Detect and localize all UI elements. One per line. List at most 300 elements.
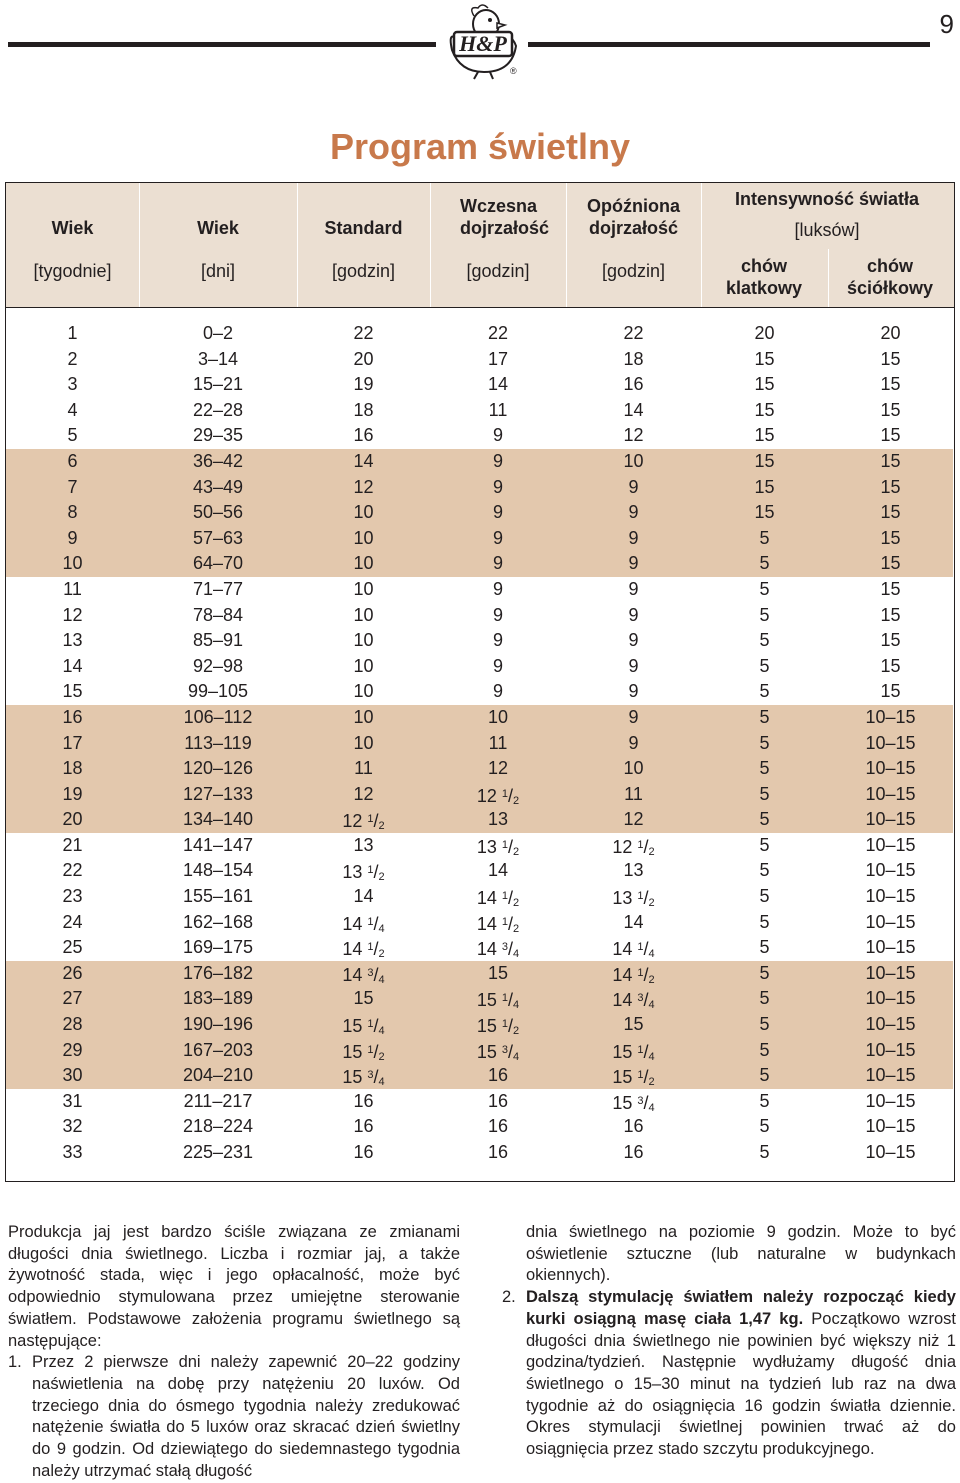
cell-late: 9 (628, 578, 639, 599)
cell-early: 9 (492, 681, 503, 702)
cell-intensity-cage: 15 (754, 374, 775, 395)
table-row (6, 833, 953, 859)
list-item-2-rest: Początkowo wzrost długości dnia świetlnego nie powinien być większy niż 1 godzina/tydzień. Następnie wydłużamy długość dnia świetlnego o 15–30 minut na tydzień lub raz na dwa tygodnie aż do osiągnięcia 16 godzin światła dziennie. Okres stymulacji świetlnej powinien trwać aż do osiągnięcia przez stado szczytu produkcyjnego. (526, 1309, 957, 1459)
cell-early: 10 (487, 706, 509, 727)
cell-week: 21 (62, 834, 83, 855)
cell-late: 12 $^1$/2 (612, 836, 655, 858)
cell-intensity-litter: 10–15 (865, 860, 916, 881)
cell-intensity-cage: 15 (754, 502, 775, 523)
cell-late: 9 (628, 732, 639, 753)
cell-week: 27 (62, 988, 83, 1009)
cell-week: 7 (67, 476, 78, 497)
cell-standard: 11 (354, 758, 373, 779)
cell-week: 25 (62, 937, 83, 958)
cell-intensity-cage: 15 (754, 425, 775, 446)
table-row (6, 935, 953, 961)
cell-standard: 15 (353, 988, 374, 1009)
cell-intensity-litter: 15 (880, 450, 901, 471)
cell-late: 13 (623, 860, 644, 881)
table-row (6, 321, 953, 347)
cell-intensity-cage: 15 (754, 450, 775, 471)
table-row (6, 961, 953, 987)
cell-week: 5 (67, 425, 78, 446)
cell-intensity-cage: 5 (759, 758, 770, 779)
cell-early: 9 (492, 604, 503, 625)
cell-standard: 10 (353, 655, 374, 676)
header-standard-unit: [godzin] (331, 261, 396, 281)
cell-intensity-cage: 5 (759, 860, 770, 881)
cell-early: 9 (492, 553, 503, 574)
cell-late: 12 (623, 425, 644, 446)
cell-intensity-litter: 15 (880, 527, 901, 548)
cell-intensity-litter: 10–15 (865, 1039, 916, 1060)
cell-week: 17 (62, 732, 83, 753)
page-number: 9 (939, 9, 954, 39)
cell-intensity-cage: 5 (759, 809, 770, 830)
cell-intensity-cage: 5 (759, 783, 770, 804)
cell-standard: 10 (353, 527, 374, 548)
cell-intensity-litter: 15 (880, 374, 901, 395)
cell-late: 15 $^1$/2 (612, 1067, 655, 1089)
header-litter: chów ściółkowy (846, 256, 934, 298)
cell-intensity-litter: 10–15 (865, 834, 916, 855)
header-rule-left (8, 42, 436, 47)
cell-late: 16 (623, 1116, 644, 1137)
table-row (6, 1063, 953, 1089)
cell-standard: 16 (353, 1142, 374, 1162)
cell-standard: 10 (353, 553, 374, 574)
cell-intensity-litter: 15 (880, 502, 901, 523)
cell-early: 13 $^1$/2 (476, 836, 520, 858)
cell-intensity-cage: 5 (759, 1065, 770, 1086)
registered-mark: ® (510, 66, 517, 76)
cell-days: 99–105 (187, 681, 249, 702)
table-row (6, 807, 953, 833)
list-item-1-number: 1. (8, 1353, 22, 1372)
cell-intensity-cage: 15 (754, 476, 775, 497)
cell-week: 30 (62, 1065, 83, 1086)
cell-early: 15 $^3$/4 (476, 1041, 520, 1063)
cell-days: 85–91 (192, 630, 244, 651)
table-row (6, 679, 953, 705)
cell-week: 22 (62, 860, 83, 881)
cell-days: 204–210 (182, 1065, 254, 1086)
cell-early: 9 (492, 502, 503, 523)
header-late-label: Opóźniona dojrzałość (587, 196, 680, 238)
cell-early: 11 (488, 732, 508, 753)
header-late (566, 183, 701, 307)
cell-week: 11 (63, 578, 82, 599)
list-item-2 (502, 1287, 956, 1461)
cell-days: 3–14 (197, 348, 239, 369)
cell-late: 9 (628, 681, 639, 702)
cell-late: 11 (624, 783, 643, 804)
cell-week: 8 (67, 502, 78, 523)
cell-week: 13 (62, 630, 83, 651)
cell-days: 148–154 (182, 860, 254, 881)
cell-early: 16 (487, 1142, 509, 1162)
cell-intensity-cage: 15 (754, 348, 775, 369)
cell-standard: 10 (353, 630, 374, 651)
table-row (6, 475, 953, 501)
cell-standard: 18 (353, 399, 374, 420)
cell-week: 9 (67, 527, 78, 548)
cell-standard: 15 $^1$/2 (342, 1041, 385, 1063)
list-item-2-text (526, 1287, 956, 1461)
cell-days: 120–126 (182, 758, 254, 779)
cell-early: 22 (487, 323, 509, 343)
table-row (6, 372, 953, 398)
cell-days: 50–56 (192, 502, 244, 523)
cell-intensity-cage: 5 (759, 655, 770, 676)
cell-intensity-litter: 15 (880, 348, 901, 369)
cell-intensity-litter: 10–15 (865, 937, 916, 958)
cell-early: 14 $^1$/2 (476, 888, 520, 910)
cell-late: 9 (628, 553, 639, 574)
table-row (6, 910, 953, 936)
cell-intensity-cage: 5 (759, 1039, 770, 1060)
cell-week: 16 (62, 706, 83, 727)
cell-early: 15 $^1$/2 (476, 1016, 520, 1038)
header-cage: chów klatkowy (725, 256, 803, 298)
cell-early: 15 (487, 962, 509, 983)
cell-intensity-cage: 5 (759, 527, 770, 548)
cell-days: 141–147 (182, 834, 254, 855)
cell-days: 190–196 (182, 1014, 254, 1035)
cell-standard: 14 (353, 450, 374, 471)
list-item-1 (8, 1352, 460, 1482)
cell-late: 14 (623, 911, 644, 932)
cell-late: 9 (628, 502, 639, 523)
cell-early: 14 (487, 374, 509, 395)
cell-late: 18 (623, 348, 644, 369)
cell-days: 71–77 (192, 578, 244, 599)
cell-intensity-cage: 5 (759, 834, 770, 855)
table-row (6, 782, 953, 808)
cell-late: 9 (628, 604, 639, 625)
header-standard-label: Standard (324, 218, 403, 238)
cell-days: 43–49 (192, 476, 244, 497)
cell-days: 22–28 (192, 399, 244, 420)
cell-intensity-cage: 5 (759, 578, 770, 599)
cell-late: 9 (628, 527, 639, 548)
cell-standard: 12 $^1$/2 (342, 811, 385, 833)
table-header (6, 183, 954, 308)
table-row (6, 347, 953, 373)
cell-intensity-cage: 5 (759, 1090, 770, 1111)
cell-intensity-litter: 10–15 (865, 1116, 916, 1137)
header-days-label: Wiek (197, 218, 239, 238)
cell-early: 9 (492, 630, 503, 651)
table-row (6, 628, 953, 654)
header-rule-right (528, 42, 930, 47)
cell-intensity-litter: 15 (880, 578, 901, 599)
cell-early: 13 (487, 809, 509, 830)
cell-early: 9 (492, 450, 503, 471)
header-early (430, 183, 566, 307)
cell-standard: 22 (353, 323, 374, 343)
header-early-label: Wczesna dojrzałość (460, 196, 550, 238)
table-row (6, 1140, 953, 1166)
cell-standard: 10 (353, 732, 374, 753)
cell-standard: 20 (353, 348, 374, 369)
table-row (6, 551, 953, 577)
cell-days: 162–168 (182, 911, 254, 932)
cell-standard: 13 $^1$/2 (342, 862, 385, 884)
cell-days: 218–224 (182, 1116, 254, 1137)
header-week-label: Wiek (51, 218, 94, 238)
logo-text: H&P (459, 31, 507, 56)
cell-intensity-litter: 15 (880, 399, 901, 420)
cell-standard: 15 $^3$/4 (342, 1067, 385, 1089)
header-standard (297, 183, 430, 307)
table-row (6, 654, 953, 680)
cell-standard: 14 $^1$/4 (342, 913, 385, 935)
cell-intensity-cage: 5 (759, 988, 770, 1009)
cell-intensity-litter: 15 (880, 604, 901, 625)
chick-logo (438, 2, 528, 80)
cell-late: 16 (623, 1142, 644, 1162)
cell-days: 92–98 (192, 655, 244, 676)
cell-days: 127–133 (182, 783, 254, 804)
table-row (6, 526, 953, 552)
header-days-unit: [dni] (200, 261, 236, 281)
header-week-unit: [tygodnie] (33, 261, 112, 281)
cell-early: 16 (487, 1065, 509, 1086)
cell-week: 19 (62, 783, 83, 804)
table-row (6, 1012, 953, 1038)
cell-standard: 10 (353, 604, 374, 625)
cell-late: 10 (623, 450, 644, 471)
cell-intensity-cage: 5 (759, 604, 770, 625)
cell-standard: 15 $^1$/4 (342, 1016, 385, 1038)
cell-week: 3 (67, 374, 78, 395)
cell-late: 14 $^3$/4 (612, 990, 655, 1012)
header-early-unit: [godzin] (466, 261, 530, 281)
table-row (6, 449, 953, 475)
cell-late: 14 $^1$/2 (612, 964, 655, 986)
cell-early: 14 $^1$/2 (476, 913, 520, 935)
table-row (6, 398, 953, 424)
cell-days: 36–42 (192, 450, 244, 471)
cell-week: 32 (62, 1116, 83, 1137)
cell-early: 12 (487, 758, 509, 779)
cell-early: 9 (492, 655, 503, 676)
cell-days: 106–112 (183, 706, 253, 727)
cell-week: 12 (62, 604, 83, 625)
table-row (6, 577, 953, 603)
cell-intensity-cage: 5 (759, 886, 770, 907)
list-item-1-continued (502, 1222, 956, 1287)
cell-late: 10 (623, 758, 644, 779)
cell-intensity-litter: 10–15 (865, 911, 916, 932)
cell-late: 14 $^1$/4 (612, 939, 655, 961)
cell-late: 16 (623, 374, 644, 395)
cell-week: 31 (62, 1090, 83, 1111)
cell-late: 9 (628, 655, 639, 676)
table-row (6, 1089, 953, 1115)
cell-standard: 16 (353, 1116, 374, 1137)
list-item-1-text: Przez 2 pierwsze dni należy zapewnić 20–22 godziny naświetlenia na dobę przy natężeniu 20 luxów. Od trzeciego dnia do ósmego tygodnia należy zredukować natężenie światła do 5 luxów oraz skracać dzień świetlny do 9 godzin. Od dziewiątego do siedemnastego tygodnia należy utrzymać stałą długość (32, 1353, 460, 1480)
cell-standard: 12 (353, 476, 374, 497)
cell-intensity-cage: 5 (759, 553, 770, 574)
table-row (6, 603, 953, 629)
table-row (6, 986, 953, 1012)
cell-intensity-cage: 20 (754, 323, 775, 343)
cell-early: 14 (487, 860, 509, 881)
table-row (6, 1114, 953, 1140)
cell-standard: 19 (353, 374, 374, 395)
cell-intensity-cage: 5 (759, 1014, 770, 1035)
table-row (6, 500, 953, 526)
cell-week: 23 (62, 886, 83, 907)
table-row (6, 731, 953, 757)
cell-days: 211–217 (183, 1090, 253, 1111)
cell-late: 9 (628, 706, 639, 727)
cell-days: 176–182 (182, 962, 254, 983)
header-intensity-label: Intensywność światła (734, 189, 920, 209)
cell-week: 20 (62, 809, 83, 830)
cell-late: 22 (623, 323, 644, 343)
cell-week: 28 (62, 1014, 83, 1035)
cell-late: 15 (623, 1014, 644, 1035)
cell-intensity-litter: 10–15 (865, 783, 916, 804)
cell-week: 6 (67, 450, 78, 471)
cell-days: 0–2 (202, 323, 234, 343)
cell-intensity-litter: 15 (880, 681, 901, 702)
cell-intensity-cage: 5 (759, 1116, 770, 1137)
cell-week: 29 (62, 1039, 83, 1060)
cell-early: 9 (492, 425, 503, 446)
cell-days: 169–175 (182, 937, 254, 958)
cell-early: 15 $^1$/4 (476, 990, 520, 1012)
cell-intensity-litter: 10–15 (865, 962, 916, 983)
cell-intensity-litter: 10–15 (865, 732, 916, 753)
cell-standard: 14 (353, 886, 374, 907)
cell-days: 15–21 (192, 374, 244, 395)
header-days (139, 183, 297, 307)
cell-days: 183–189 (182, 988, 254, 1009)
cell-early: 17 (487, 348, 509, 369)
cell-intensity-litter: 10–15 (865, 706, 916, 727)
header-week (6, 183, 139, 307)
text-column-left (8, 1222, 460, 1482)
cell-standard: 12 (353, 783, 374, 804)
cell-standard: 14 $^1$/2 (342, 939, 385, 961)
header-intensity (701, 183, 953, 307)
cell-intensity-cage: 5 (759, 937, 770, 958)
cell-intensity-litter: 10–15 (865, 758, 916, 779)
cell-week: 18 (62, 758, 83, 779)
table-row (6, 705, 953, 731)
cell-late: 13 $^1$/2 (612, 888, 655, 910)
table-row (6, 884, 953, 910)
cell-intensity-cage: 15 (754, 399, 775, 420)
cell-intensity-cage: 5 (759, 732, 770, 753)
page-title: Program świetlny (329, 126, 631, 167)
cell-intensity-litter: 15 (880, 476, 901, 497)
cell-late: 9 (628, 476, 639, 497)
cell-week: 24 (62, 911, 83, 932)
cell-days: 29–35 (192, 425, 244, 446)
cell-late: 14 (623, 399, 644, 420)
cell-week: 26 (62, 962, 83, 983)
text-column-right (502, 1222, 956, 1461)
cell-early: 14 $^3$/4 (476, 939, 520, 961)
cell-week: 10 (62, 553, 83, 574)
cell-early: 16 (487, 1090, 509, 1111)
cell-days: 155–161 (182, 886, 254, 907)
cell-intensity-litter: 15 (880, 655, 901, 676)
table-row (6, 423, 953, 449)
cell-standard: 10 (353, 502, 374, 523)
cell-intensity-litter: 10–15 (865, 988, 916, 1009)
cell-week: 2 (67, 348, 78, 369)
cell-standard: 10 (353, 706, 374, 727)
cell-intensity-litter: 15 (880, 630, 901, 651)
cell-days: 113–119 (184, 732, 252, 753)
cell-standard: 16 (353, 1090, 374, 1111)
intro-paragraph: Produkcja jaj jest bardzo ściśle związana ze zmianami długości dnia świetlnego. Liczba i rozmiar jaj, a także żywotność stada, więc i jego opłacalność, może być odpowiednio stymulowana przez umiejętne sterowanie światłem. Podstawowe założenia programu świetlnego są następujące: (8, 1223, 460, 1350)
cell-late: 15 $^1$/4 (612, 1041, 655, 1063)
cell-standard: 16 (353, 425, 374, 446)
cell-week: 15 (62, 681, 83, 702)
list-item-1-continued-text: dnia świetlnego na poziomie 9 godzin. Może to być oświetlenie sztuczne (lub naturalne w budynkach okiennych). (526, 1223, 956, 1285)
cell-week: 1 (67, 323, 78, 343)
cell-intensity-cage: 5 (759, 706, 770, 727)
cell-intensity-cage: 5 (759, 1142, 770, 1162)
list-item-2-number: 2. (502, 1288, 516, 1307)
cell-standard: 10 (353, 578, 374, 599)
cell-early: 9 (492, 527, 503, 548)
cell-intensity-cage: 5 (759, 962, 770, 983)
cell-days: 225–231 (182, 1142, 254, 1162)
cell-early: 11 (488, 399, 508, 420)
cell-standard: 10 (353, 681, 374, 702)
cell-late: 9 (628, 630, 639, 651)
cell-late: 15 $^3$/4 (612, 1092, 655, 1114)
cell-week: 33 (62, 1142, 83, 1162)
header-intensity-unit: [luksów] (794, 220, 860, 240)
cell-intensity-litter: 10–15 (865, 1142, 916, 1162)
cell-days: 57–63 (192, 527, 244, 548)
cell-intensity-litter: 10–15 (865, 1014, 916, 1035)
cell-days: 64–70 (192, 553, 244, 574)
list-item-2-bold: Dalszą stymulację światłem należy rozpocząć kiedy kurki osiągną masę ciała 1,47 kg. (526, 1288, 956, 1328)
cell-days: 78–84 (192, 604, 244, 625)
cell-intensity-cage: 5 (759, 681, 770, 702)
cell-late: 12 (623, 809, 644, 830)
cell-early: 16 (487, 1116, 509, 1137)
cell-standard: 13 (353, 834, 374, 855)
cell-days: 134–140 (182, 809, 254, 830)
cell-week: 4 (67, 399, 78, 420)
cell-intensity-litter: 10–15 (865, 809, 916, 830)
cell-early: 9 (492, 476, 503, 497)
table-body (6, 321, 953, 1166)
cell-days: 167–203 (182, 1039, 254, 1060)
cell-intensity-litter: 10–15 (865, 1065, 916, 1086)
cell-standard: 14 $^3$/4 (342, 964, 385, 986)
table-row (6, 756, 953, 782)
cell-week: 14 (62, 655, 83, 676)
cell-intensity-litter: 20 (880, 323, 901, 343)
cell-intensity-litter: 10–15 (865, 1090, 916, 1111)
cell-intensity-cage: 5 (759, 911, 770, 932)
cell-early: 12 $^1$/2 (476, 785, 520, 807)
table-row (6, 858, 953, 884)
table-row (6, 1038, 953, 1064)
